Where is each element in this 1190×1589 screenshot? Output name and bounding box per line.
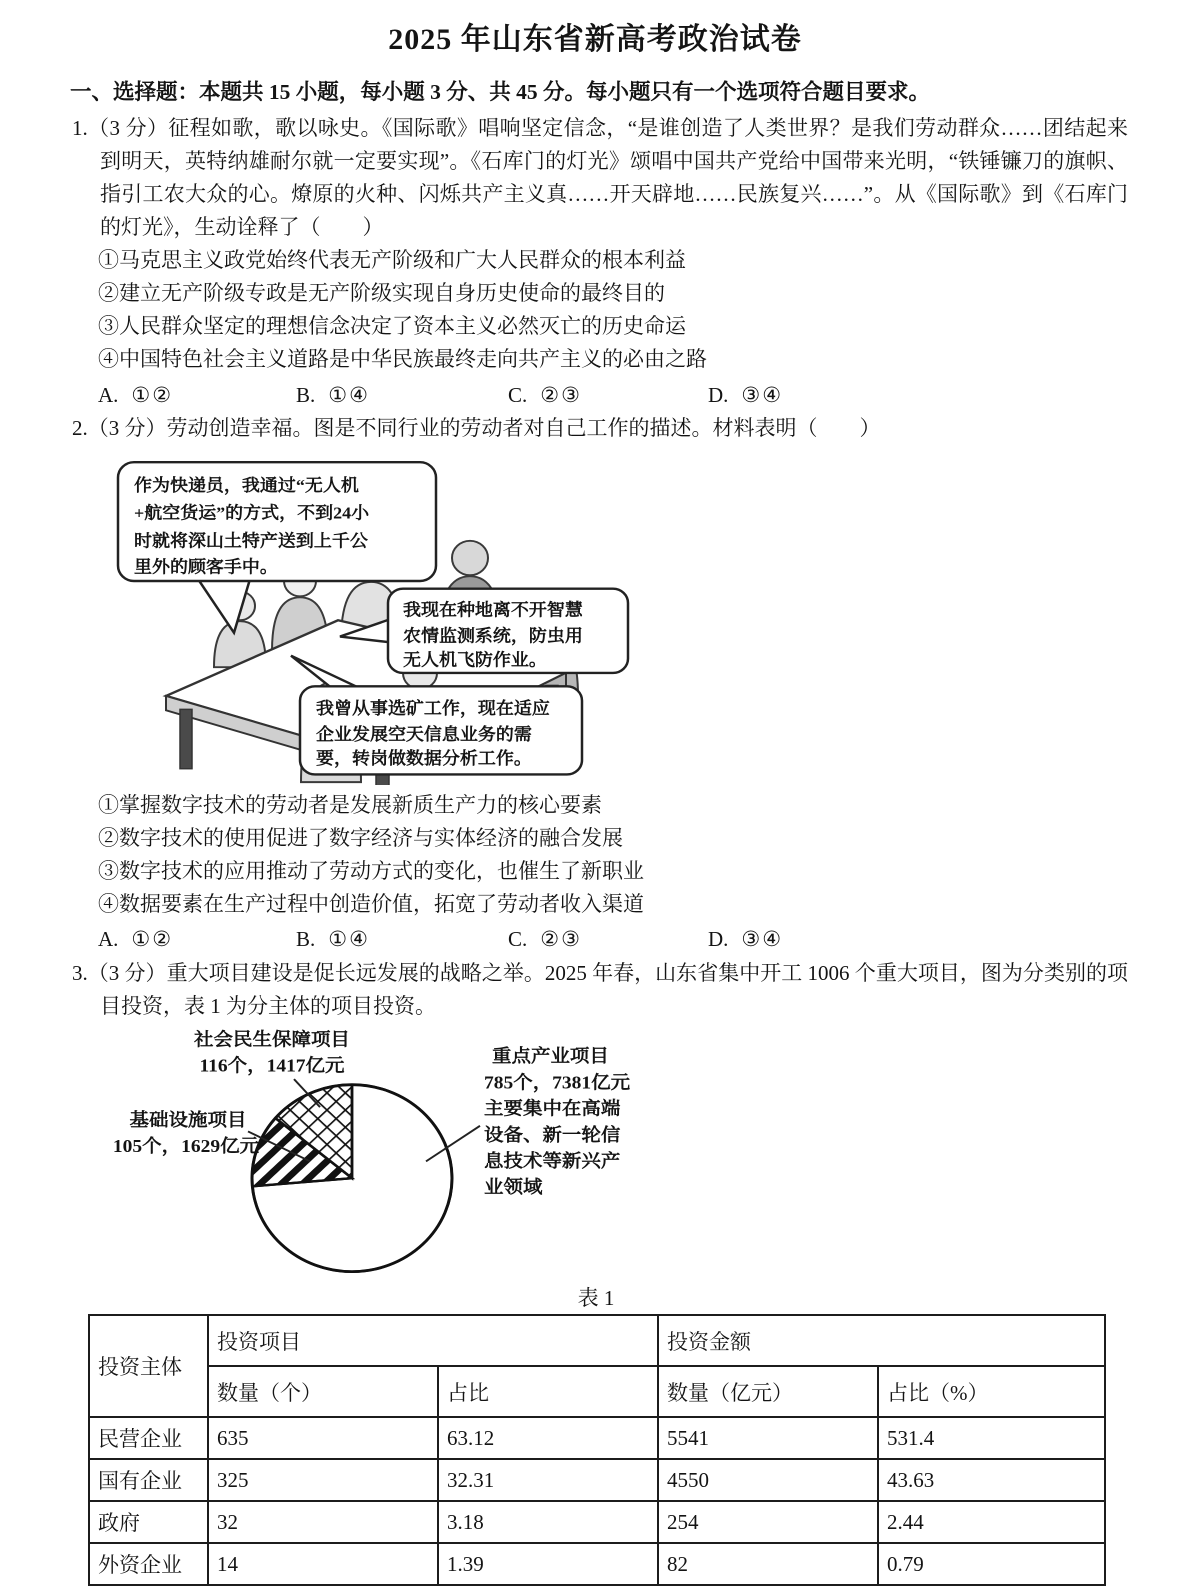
q1-choice-b-value: ①④ — [328, 383, 370, 407]
q1-statement-4: ④中国特色社会主义道路是中华民族最终走向共产主义的必由之路 — [98, 347, 707, 371]
q2-choice-d-value: ③④ — [741, 927, 784, 951]
pie-label-line: 785个，7381亿元 — [484, 1072, 631, 1094]
q2-choice-c-value: ②③ — [540, 927, 582, 951]
cell-amount: 82 — [658, 1543, 878, 1585]
investment-table — [88, 1314, 1106, 1586]
table-row-government — [89, 1501, 1105, 1543]
bubble-text-line: 要，转岗做数据分析工作。 — [316, 748, 532, 768]
question-1-statements — [98, 244, 1130, 376]
workers-cartoon-illustration — [88, 445, 633, 785]
q1-statement-3: ③人民群众坚定的理想信念决定了资本主义必然灭亡的历史命运 — [98, 314, 686, 338]
q1-choice-d-label: D. — [708, 383, 729, 407]
pie-label-line: 主要集中在高端 — [484, 1099, 621, 1120]
cell-investor: 民营企业 — [89, 1417, 208, 1459]
bubble-text-line: 里外的顾客手中。 — [134, 556, 278, 577]
q2-choice-b — [296, 923, 508, 955]
question-2-choices — [98, 923, 1130, 955]
cell-investor: 外资企业 — [89, 1543, 208, 1585]
header-count-units: 数量（个） — [208, 1366, 438, 1417]
cell-investor: 国有企业 — [89, 1459, 208, 1501]
pie-label-infrastructure — [113, 1108, 259, 1156]
question-2-figure — [88, 445, 633, 785]
q2-statement-1: ①掌握数字技术的劳动者是发展新质生产力的核心要素 — [98, 793, 602, 817]
bubble-text-line: 我曾从事选矿工作，现在适应 — [316, 698, 550, 719]
q1-statement-2: ②建立无产阶级专政是无产阶级实现自身历史使命的最终目的 — [98, 281, 665, 305]
cell-share: 63.12 — [438, 1417, 658, 1459]
q2-choice-c-label: C. — [508, 927, 528, 951]
cell-share: 32.31 — [438, 1459, 658, 1501]
q1-choice-c-value: ②③ — [540, 383, 582, 407]
header-investor-type: 投资主体 — [89, 1315, 208, 1417]
pie-label-line: 业领域 — [484, 1177, 543, 1198]
cell-count: 325 — [208, 1459, 438, 1501]
pie-label-key-industry — [484, 1045, 630, 1198]
header-investment-projects: 投资项目 — [208, 1315, 658, 1366]
bubble-text-line: +航空货运”的方式，不到24小 — [134, 503, 370, 523]
bubble-text-line: 我现在种地离不开智慧 — [403, 599, 583, 620]
q2-choice-d-label: D. — [708, 927, 729, 951]
header-amount-yi: 数量（亿元） — [658, 1366, 878, 1417]
question-2-statements — [98, 789, 1130, 921]
q1-choice-a-value: ①② — [131, 383, 174, 407]
header-investment-amount: 投资金额 — [658, 1315, 1105, 1366]
cell-count: 32 — [208, 1501, 438, 1543]
question-1-stem: 1.（3 分）征程如歌，歌以咏史。《国际歌》唱响坚定信念，“是谁创造了人类世界？是我们劳动群众……团结起来到明天，英特纳雄耐尔就一定要实现”。《石库门的灯光》颂唱中国共产党给中国带来光明，“铁锤镰刀的旗帜、指引工农大众的心。燎原的火种、闪烁共产主义真……开天辟地……民族复兴……”。从《国际歌》到《石库门的灯光》，生动诠释了（ ） — [72, 116, 1128, 239]
question-3-stem: 3.（3 分）重大项目建设是促长远发展的战略之举。2025 年春，山东省集中开工 1006 个重大项目，图为分类别的项目投资，表 1 为分主体的项目投资。 — [72, 961, 1128, 1018]
pie-label-line: 116个，1417亿元 — [199, 1056, 345, 1077]
question-1-choices — [98, 379, 1130, 411]
header-share: 占比 — [438, 1366, 658, 1417]
bubble-text-line: 农情监测系统，防虫用 — [403, 625, 583, 646]
cell-amount: 5541 — [658, 1417, 878, 1459]
q1-choice-d-value: ③④ — [741, 383, 784, 407]
pie-label-line: 设备、新一轮信 — [484, 1125, 621, 1146]
cell-share-pct: 0.79 — [878, 1543, 1105, 1585]
q2-choice-c — [508, 923, 708, 955]
q1-choice-b — [296, 379, 508, 411]
q2-choice-a-value: ①② — [131, 927, 174, 951]
pie-label-line: 息技术等新兴产 — [484, 1151, 621, 1172]
cell-amount: 254 — [658, 1501, 878, 1543]
header-share-pct: 占比（%） — [878, 1366, 1105, 1417]
pie-label-line: 105个，1629亿元 — [112, 1136, 260, 1157]
question-3-pie-figure — [88, 1023, 698, 1281]
q1-choice-a — [98, 379, 296, 411]
cell-count: 14 — [208, 1543, 438, 1585]
q2-choice-d — [708, 923, 783, 955]
cell-share: 1.39 — [438, 1543, 658, 1585]
bubble-text-line: 企业发展空天信息业务的需 — [316, 724, 532, 744]
q1-choice-c-label: C. — [508, 383, 528, 407]
bubble-text-line: 无人机飞防作业。 — [403, 649, 547, 670]
table-row-private — [89, 1417, 1105, 1459]
page-title: 2025 年山东省新高考政治试卷 — [388, 23, 802, 56]
table-1-caption: 表 1 — [577, 1286, 615, 1310]
cell-amount: 4550 — [658, 1459, 878, 1501]
q1-choice-b-label: B. — [296, 383, 316, 407]
table-row-state-owned — [89, 1459, 1105, 1501]
q1-choice-a-label: A. — [98, 383, 119, 407]
q1-statement-1: ①马克思主义政党始终代表无产阶级和广大人民群众的根本利益 — [98, 248, 686, 272]
project-investment-pie-chart — [88, 1023, 698, 1281]
q2-choice-a-label: A. — [98, 927, 119, 951]
cell-share-pct: 43.63 — [878, 1459, 1105, 1501]
cell-share: 3.18 — [438, 1501, 658, 1543]
q1-choice-d — [708, 379, 783, 411]
pie-label-line: 重点产业项目 — [492, 1046, 609, 1068]
q2-choice-b-label: B. — [296, 927, 316, 951]
q2-statement-2: ②数字技术的使用促进了数字经济与实体经济的融合发展 — [98, 826, 623, 850]
cell-investor: 政府 — [89, 1501, 208, 1543]
q2-statement-3: ③数字技术的应用推动了劳动方式的变化，也催生了新职业 — [98, 859, 644, 883]
q1-choice-c — [508, 379, 708, 411]
section-heading: 一、选择题：本题共 15 小题，每小题 3 分、共 45 分。每小题只有一个选项符合题目要求。 — [70, 80, 931, 104]
cell-count: 635 — [208, 1417, 438, 1459]
q2-choice-a — [98, 923, 296, 955]
question-2-stem: 2.（3 分）劳动创造幸福。图是不同行业的劳动者对自己工作的描述。材料表明（ ） — [72, 416, 881, 440]
table-row-foreign — [89, 1543, 1105, 1585]
bubble-text-line: 作为快递员，我通过“无人机 — [134, 475, 359, 495]
q2-statement-4: ④数据要素在生产过程中创造价值，拓宽了劳动者收入渠道 — [98, 892, 644, 916]
pie-label-social-welfare — [193, 1028, 350, 1076]
bubble-text-line: 时就将深山土特产送到上千公 — [134, 530, 368, 551]
q2-choice-b-value: ①④ — [328, 927, 370, 951]
cell-share-pct: 531.4 — [878, 1417, 1105, 1459]
pie-label-line: 社会民生保障项目 — [194, 1029, 350, 1051]
cell-share-pct: 2.44 — [878, 1501, 1105, 1543]
pie-label-line: 基础设施项目 — [129, 1110, 247, 1131]
